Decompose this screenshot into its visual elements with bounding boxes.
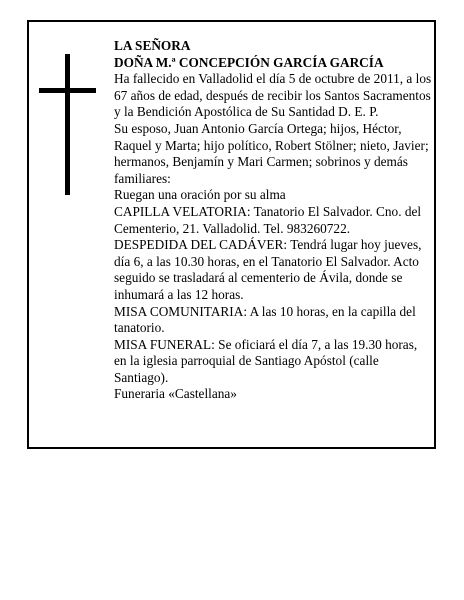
cross-icon-crossbar [39, 88, 96, 93]
death-announcement: Ha fallecido en Valladolid el día 5 de octubre de 2011, a los 67 años de edad, después de recibir los Santos Sacramentos y la Bendición Apostólica de Su Santidad D. E. P. [114, 71, 432, 120]
cross-icon [65, 54, 70, 195]
prayer-request: Ruegan una oración por su alma [114, 187, 286, 203]
community-mass-info: MISA COMUNITARIA: A las 10 horas, en la capilla del tanatorio. [114, 303, 416, 336]
funeral-mass-info: MISA FUNERAL: Se oficiará el día 7, a las 19.30 horas, en la iglesia parroquial de Santiago Apóstol (calle Santiago). [114, 336, 418, 385]
deceased-name: DOÑA M.ª CONCEPCIÓN GARCÍA GARCÍA [114, 54, 384, 70]
title-line: LA SEÑORA [114, 38, 191, 53]
obituary-text [114, 38, 432, 403]
wake-chapel-info: CAPILLA VELATORIA: Tanatorio El Salvador. Cno. del Cementerio, 21. Valladolid. Tel. 983260722. [114, 203, 422, 236]
family-list: Su esposo, Juan Antonio García Ortega; hijos, Héctor, Raquel y Marta; hijo político, Robert Stölner; nieto, Javier; hermanos, Benjamín y Mari Carmen; sobrinos y demás familiares: [114, 120, 429, 186]
farewell-info: DESPEDIDA DEL CADÁVER: Tendrá lugar hoy jueves, día 6, a las 10.30 horas, en el Tanatorio El Salvador. Acto seguido se trasladará al cementerio de Ávila, donde se inhumará a las 12 horas. [114, 237, 422, 302]
funeral-home: Funeraria «Castellana» [114, 386, 237, 402]
